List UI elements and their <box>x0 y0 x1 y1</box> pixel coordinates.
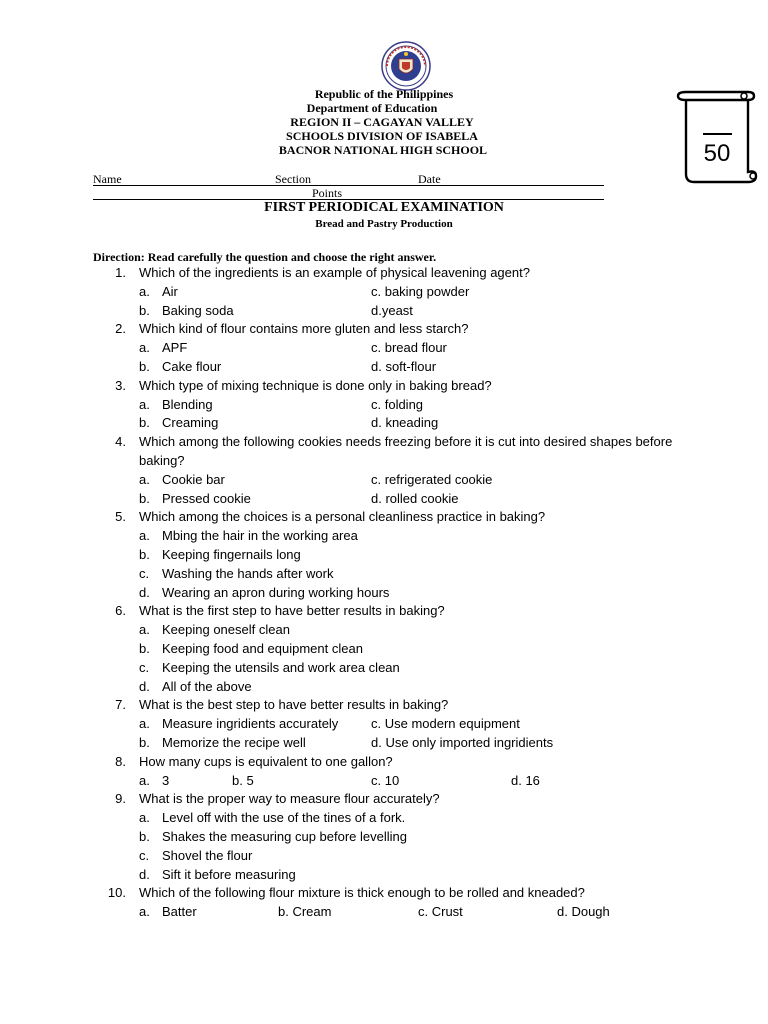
option-d: d. rolled cookie <box>371 490 459 506</box>
option-b: Cake flour <box>162 358 222 374</box>
option-letter: b. <box>139 640 150 656</box>
header-republic: Republic of the Philippines <box>314 87 454 101</box>
option-c: c. bread flour <box>371 340 447 356</box>
option-c: Keeping the utensils and work area clean <box>162 659 400 675</box>
header-division: SCHOOLS DIVISION OF ISABELA <box>286 129 478 143</box>
option-a: Measure ingridients accurately <box>162 716 339 732</box>
option-a: Air <box>162 283 178 299</box>
option-letter: a. <box>139 904 150 920</box>
name-label: Name <box>93 172 122 186</box>
option-b: b. Cream <box>278 904 332 920</box>
question-6 <box>0 602 768 696</box>
option-d: d. 16 <box>511 772 540 788</box>
option-b: Keeping food and equipment clean <box>162 640 363 656</box>
option-c: c. 10 <box>371 772 400 788</box>
question-number: 2. <box>115 321 126 337</box>
option-d: d. kneading <box>371 415 439 431</box>
question-number: 4. <box>115 434 126 450</box>
option-d: d. Dough <box>557 904 610 920</box>
question-number: 3. <box>115 377 126 393</box>
option-letter: b. <box>139 415 150 431</box>
option-c: Washing the hands after work <box>162 565 334 581</box>
direction-text: Direction: Read carefully the question and choose the right answer. <box>93 250 437 264</box>
exam-title: FIRST PERIODICAL EXAMINATION <box>264 200 504 215</box>
section-label: Section <box>275 172 311 186</box>
question-number: 10. <box>107 885 126 901</box>
option-letter: a. <box>139 622 150 638</box>
option-a: Cookie bar <box>162 471 225 487</box>
question-number: 8. <box>115 753 126 769</box>
header-school: BACNOR NATIONAL HIGH SCHOOL <box>278 143 488 157</box>
question-number: 1. <box>115 265 126 280</box>
option-b: Keeping fingernails long <box>162 546 301 562</box>
option-c: c. Crust <box>418 904 463 920</box>
option-letter: a. <box>139 283 150 299</box>
question-text: What is the first step to have better results in baking? <box>139 603 445 619</box>
option-b: Baking soda <box>162 302 234 318</box>
question-text: Which among the following cookies needs freezing before it is cut into desired shapes before <box>139 434 673 450</box>
deped-seal-logo <box>381 41 431 91</box>
question-7 <box>0 696 768 752</box>
option-a: Mbing the hair in the working area <box>162 528 358 544</box>
question-text: How many cups is equivalent to one gallon? <box>139 753 393 769</box>
question-text: What is the proper way to measure flour accurately? <box>139 791 440 807</box>
option-letter: a. <box>139 471 150 487</box>
question-list <box>0 264 768 922</box>
option-c: Shovel the flour <box>162 847 253 863</box>
option-letter: d. <box>139 866 150 882</box>
option-d: d. soft-flour <box>371 358 437 374</box>
option-a: Batter <box>162 904 197 920</box>
option-a: Blending <box>162 396 213 412</box>
question-text: Which type of mixing technique is done only in baking bread? <box>139 377 492 393</box>
option-d: Sift it before measuring <box>162 866 296 882</box>
question-text: Which among the choices is a personal cleanliness practice in baking? <box>139 509 546 525</box>
info-underline <box>93 185 604 186</box>
option-d: d.yeast <box>371 302 413 318</box>
option-b: Pressed cookie <box>162 490 251 506</box>
option-d: d. Use only imported ingridients <box>371 734 554 750</box>
option-letter: a. <box>139 716 150 732</box>
question-5 <box>0 508 768 602</box>
option-b: Memorize the recipe well <box>162 734 306 750</box>
question-number: 7. <box>115 697 126 713</box>
option-letter: c. <box>139 565 150 581</box>
question-text: Which of the following flour mixture is thick enough to be rolled and kneaded? <box>139 885 585 901</box>
question-4 <box>0 433 768 508</box>
question-text: What is the best step to have better results in baking? <box>139 697 449 713</box>
option-letter: b. <box>139 302 150 318</box>
question-text: Which of the ingredients is an example of physical leavening agent? <box>139 265 530 280</box>
option-a: APF <box>162 340 188 356</box>
option-b: Shakes the measuring cup before levelling <box>162 828 407 844</box>
score-scroll-icon <box>674 86 762 186</box>
option-b: b. 5 <box>232 772 254 788</box>
question-8 <box>0 753 768 791</box>
header-region: REGION II – CAGAYAN VALLEY <box>290 115 474 129</box>
question-text-continued: baking? <box>139 452 185 468</box>
option-b: Creaming <box>162 415 219 431</box>
option-letter: d. <box>139 678 150 694</box>
option-letter: b. <box>139 828 150 844</box>
question-3 <box>0 377 768 433</box>
option-a: Level off with the use of the tines of a fork. <box>162 810 406 826</box>
option-a: 3 <box>162 772 170 788</box>
date-label: Date <box>418 172 441 186</box>
option-letter: c. <box>139 847 150 863</box>
option-letter: b. <box>139 546 150 562</box>
option-c: c. Use modern equipment <box>371 716 520 732</box>
option-d: Wearing an apron during working hours <box>162 584 390 600</box>
option-letter: a. <box>139 772 150 788</box>
question-number: 5. <box>115 509 126 525</box>
option-letter: b. <box>139 358 150 374</box>
question-1 <box>0 264 768 320</box>
question-9 <box>0 790 768 884</box>
total-score: 50 <box>703 140 731 167</box>
option-letter: c. <box>139 659 150 675</box>
option-letter: a. <box>139 340 150 356</box>
header-department: Department of Education <box>306 101 438 115</box>
question-2 <box>0 320 768 376</box>
option-letter: d. <box>139 584 150 600</box>
question-text: Which kind of flour contains more gluten and less starch? <box>139 321 469 337</box>
option-letter: b. <box>139 490 150 506</box>
option-letter: b. <box>139 734 150 750</box>
points-label: Points <box>312 186 343 200</box>
exam-subject: Bread and Pastry Production <box>315 218 453 230</box>
option-d: All of the above <box>162 678 252 694</box>
question-number: 9. <box>115 791 126 807</box>
question-number: 6. <box>115 603 126 619</box>
option-letter: a. <box>139 396 150 412</box>
question-10 <box>0 884 768 922</box>
option-c: c. folding <box>371 396 424 412</box>
option-letter: a. <box>139 810 150 826</box>
option-c: c. baking powder <box>371 283 470 299</box>
option-c: c. refrigerated cookie <box>371 471 493 487</box>
option-letter: a. <box>139 528 150 544</box>
option-a: Keeping oneself clean <box>162 622 290 638</box>
